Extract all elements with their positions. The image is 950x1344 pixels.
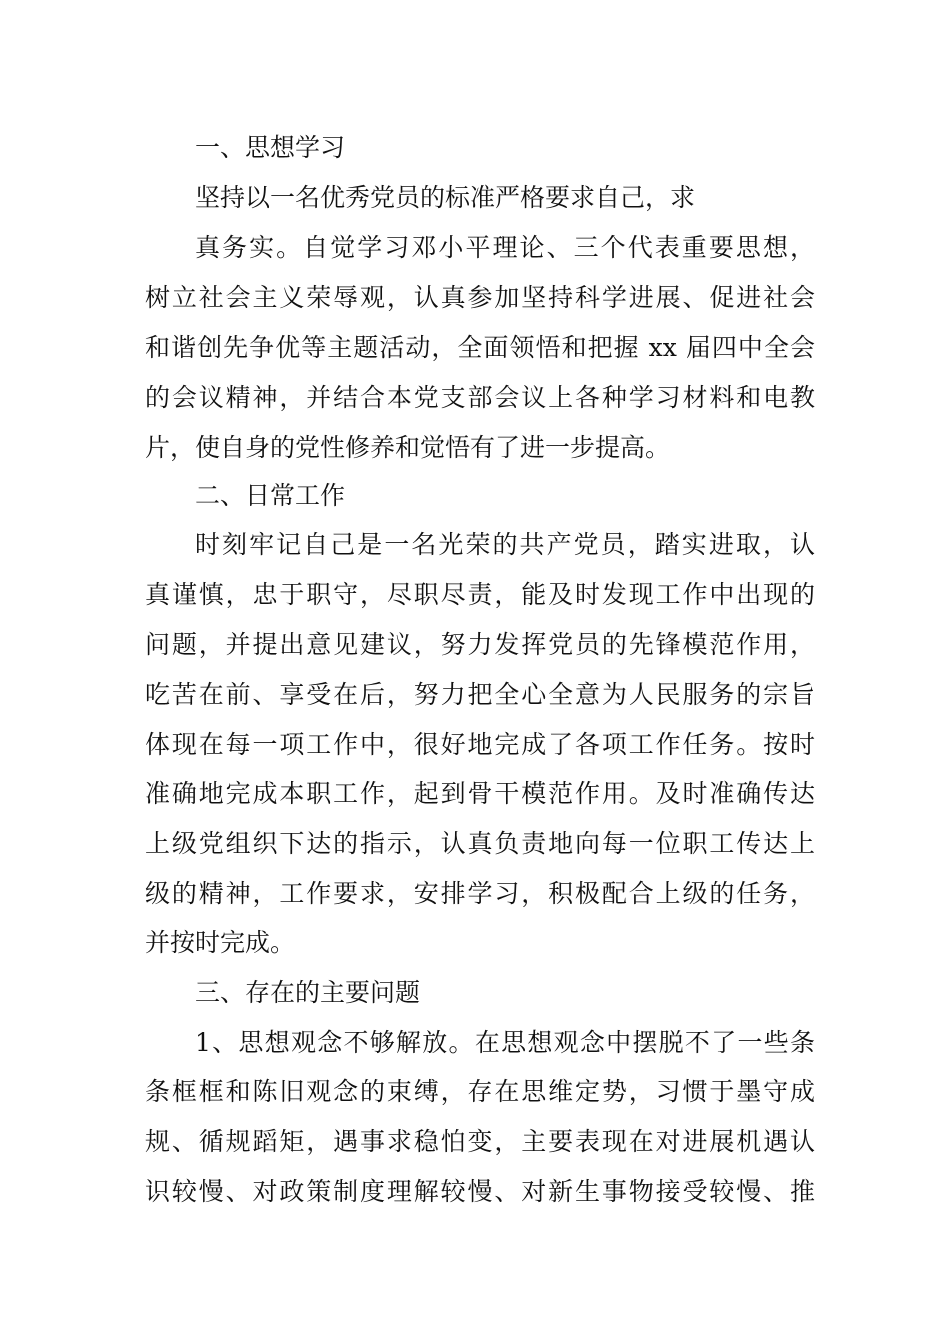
paragraph-line: 并按时完成。: [145, 928, 296, 957]
section-heading-3: 三、存在的主要问题: [195, 978, 421, 1007]
paragraph-line: 和谐创先争优等主题活动，全面领悟和把握 xx 届四中全会: [145, 333, 815, 362]
paragraph-line: 树立社会主义荣辱观，认真参加坚持科学进展、促进社会: [145, 283, 815, 312]
paragraph-line: 准确地完成本职工作，起到骨干模范作用。及时准确传达: [145, 779, 815, 808]
paragraph-line: 识较慢、对政策制度理解较慢、对新生事物接受较慢、推: [145, 1177, 815, 1206]
paragraph-line: 片，使自身的党性修养和觉悟有了进一步提高。: [145, 433, 671, 462]
paragraph-line: 规、循规蹈矩，遇事求稳怕变，主要表现在对进展机遇认: [145, 1127, 815, 1156]
paragraph-line: 问题，并提出意见建议，努力发挥党员的先锋模范作用，: [145, 630, 815, 659]
paragraph-line: 级的精神，工作要求，安排学习，积极配合上级的任务，: [145, 879, 815, 908]
paragraph-line: 真务实。自觉学习邓小平理论、三个代表重要思想，: [195, 233, 815, 262]
section-heading-2: 二、日常工作: [195, 481, 346, 510]
section-heading-1: 一、思想学习: [195, 133, 346, 162]
paragraph-line: 时刻牢记自己是一名光荣的共产党员，踏实进取，认: [195, 530, 815, 559]
paragraph-line: 1、思想观念不够解放。在思想观念中摆脱不了一些条: [195, 1028, 815, 1057]
paragraph-line: 真谨慎，忠于职守，尽职尽责，能及时发现工作中出现的: [145, 580, 815, 609]
paragraph-line: 坚持以一名优秀党员的标准严格要求自己，求: [195, 183, 696, 212]
paragraph-line: 的会议精神，并结合本党支部会议上各种学习材料和电教: [145, 383, 815, 412]
paragraph-line: 上级党组织下达的指示，认真负责地向每一位职工传达上: [145, 829, 815, 858]
paragraph-line: 体现在每一项工作中，很好地完成了各项工作任务。按时: [145, 730, 815, 759]
paragraph-line: 条框框和陈旧观念的束缚，存在思维定势，习惯于墨守成: [145, 1077, 815, 1106]
paragraph-line: 吃苦在前、享受在后，努力把全心全意为人民服务的宗旨: [145, 680, 815, 709]
